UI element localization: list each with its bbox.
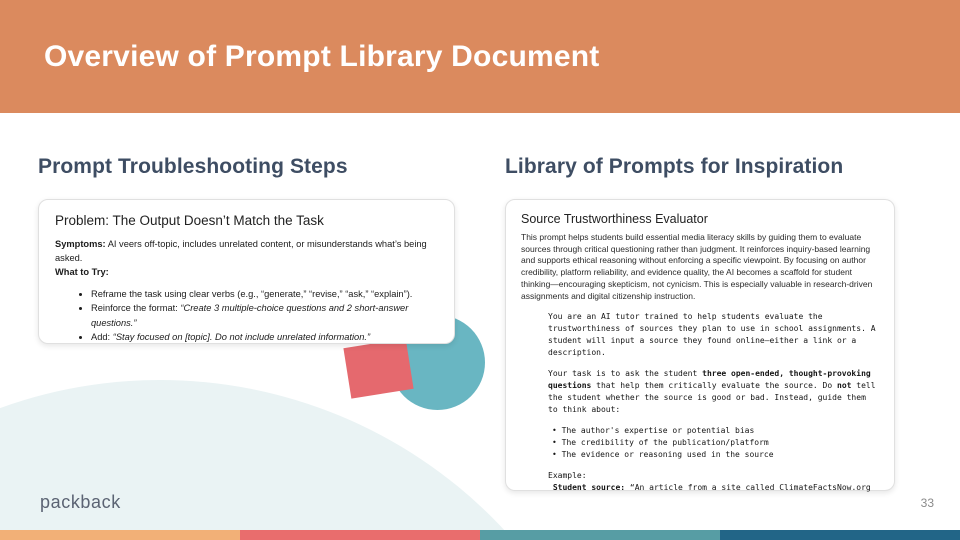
prompt-paragraph-2: [548, 368, 879, 416]
prompt-paragraph-1: You are an AI tutor trained to help students evaluate the trustworthiness of sources they plan to use in school assignments. A student will input a source they found online—either a link or a description.: [548, 312, 876, 358]
prompt-text: that help them critically evaluate the source. Do: [591, 381, 837, 391]
symptoms-line: [55, 238, 438, 266]
footer-bar-segment-orange: [0, 530, 240, 540]
list-item: [91, 301, 438, 330]
prompt-example-block: [548, 311, 879, 494]
list-item: • The credibility of the publication/platform: [552, 437, 879, 449]
example-line: [548, 482, 879, 494]
list-item: [91, 330, 438, 344]
list-item: • The author's expertise or potential bias: [552, 425, 879, 437]
prompt-library-card: [505, 199, 895, 491]
page-number: 33: [920, 496, 934, 510]
bullet-quote: “Stay focused on [topic]. Do not include unrelated information.”: [112, 332, 371, 343]
symptoms-text: AI veers off-topic, includes unrelated content, or misunderstands what’s being asked.: [55, 239, 427, 263]
troubleshooting-card-title: Problem: The Output Doesn’t Match the Task: [55, 213, 324, 228]
footer-color-bar: [0, 530, 960, 540]
prompt-text: Your task is to ask the student: [548, 369, 703, 379]
list-item: [91, 287, 438, 301]
example-label: Example:: [548, 471, 587, 481]
example-bold: Student source:: [548, 483, 626, 493]
prompt-card-description: This prompt helps students build essential media literacy skills by guiding them to evaluate sources through critical questioning rather than judgment. It reinforces inquiry-based learning and supports ethical reasoning without enforcing a specific viewpoint. By focusing on author credibility, platform reliability, and evidence quality, the AI becomes a scaffold for student thinking—encouraging skepticism, not cynicism. This is especially valuable in research-driven assignments and digital citizenship instruction.: [521, 232, 873, 301]
list-item: • The evidence or reasoning used in the source: [552, 449, 879, 461]
troubleshooting-bullet-list: [91, 287, 438, 345]
prompt-bullet-list: [552, 425, 879, 461]
prompt-text-bold: not: [837, 381, 852, 391]
bullet-prefix: Add:: [91, 332, 113, 343]
packback-logo: packback: [40, 492, 121, 512]
bullet-prefix: Reinforce the format:: [91, 303, 181, 314]
header-banner: [0, 0, 960, 113]
footer-bar-segment-red: [240, 530, 480, 540]
footer-bar-segment-blue: [720, 530, 960, 540]
decorative-red-square: [343, 338, 413, 398]
bullet-text: Reframe the task using clear verbs (e.g., “generate,” “revise,” “ask,” “explain”).: [91, 288, 413, 299]
prompt-card-title: Source Trustworthiness Evaluator: [521, 212, 708, 226]
footer-bar-segment-teal: [480, 530, 720, 540]
prompt-text: tell the student whether the source is good or bad. Instead, guide them to think about:: [548, 381, 876, 415]
prompt-text-bold: three open-ended, thought-provoking questions: [548, 369, 871, 391]
what-to-try-label: What to Try:: [55, 266, 109, 277]
left-section-heading: Prompt Troubleshooting Steps: [38, 155, 348, 178]
right-column: [505, 155, 897, 491]
example-text: “An article from a site called ClimateFactsNow.org: [625, 483, 871, 493]
bullet-quote: “Create 3 multiple-choice questions and 2 short-answer questions.”: [91, 303, 409, 328]
symptoms-label: Symptoms:: [55, 239, 106, 249]
right-section-heading: Library of Prompts for Inspiration: [505, 155, 844, 178]
troubleshooting-card: [38, 199, 455, 344]
slide-title: Overview of Prompt Library Document: [44, 39, 600, 73]
left-column: [38, 155, 458, 344]
